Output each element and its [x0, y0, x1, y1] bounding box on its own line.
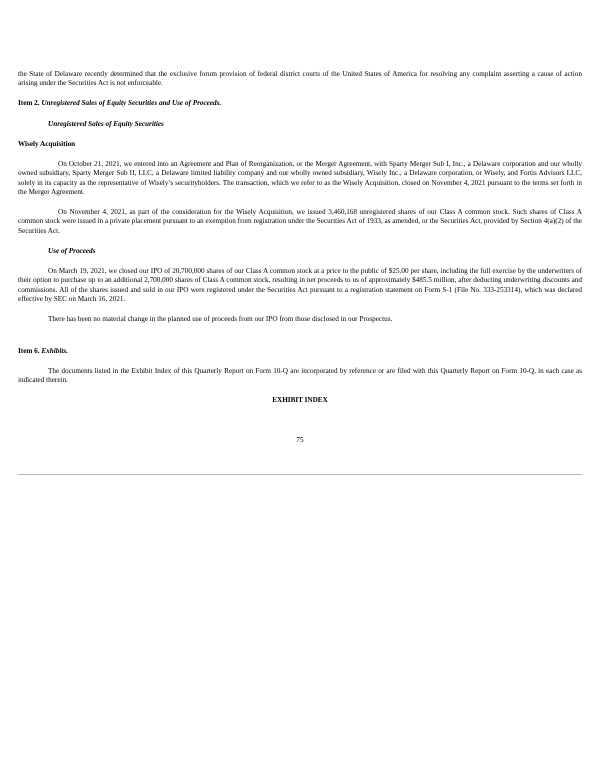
unregistered-sales-heading: Unregistered Sales of Equity Securities	[48, 120, 164, 128]
use-of-proceeds-heading: Use of Proceeds	[48, 247, 96, 255]
item6-heading	[18, 347, 582, 356]
use-of-proceeds-paragraph-2: There has been no material change in the planned use of proceeds from our IPO from those disclosed in our Prospectus.	[48, 315, 393, 323]
wisely-acquisition-heading: Wisely Acquisition	[18, 140, 76, 148]
item2-title: Unregistered Sales of Equity Securities and Use of Proceeds.	[41, 99, 222, 107]
page-divider	[18, 474, 582, 475]
intro-paragraph: the State of Delaware recently determined that the exclusive forum provision of federal district courts of the United States of America for resolving any complaint asserting a cause of action arising under the Securities Act is not enforceable.	[18, 70, 582, 88]
item6-number: Item 6.	[18, 347, 40, 355]
item6-paragraph: The documents listed in the Exhibit Index of this Quarterly Report on Form 10-Q are incorporated by reference or are filed with this Quarterly Report on Form 10-Q, in each case as indicated therein.	[18, 367, 582, 385]
item6-title: Exhibits.	[41, 347, 68, 355]
exhibit-index-heading: EXHIBIT INDEX	[272, 396, 328, 404]
item2-heading	[18, 99, 582, 108]
item2-number: Item 2.	[18, 99, 40, 107]
wisely-paragraph-2: On November 4, 2021, as part of the consideration for the Wisely Acquisition, we issued 3,460,168 unregistered shares of our Class A common stock. Such shares of Class A common stock were issued in a private placement pursuant to an exemption from registration under the Securities Act of 1933, as amended, or the Securities Act, provided by Section 4(a)(2) of the Securities Act.	[18, 208, 582, 235]
wisely-paragraph-1: On October 21, 2021, we entered into an Agreement and Plan of Reorganization, or the Merger Agreement, with Sparty Merger Sub I, Inc., a Delaware corporation and our wholly owned subsidiary, Sparty Merger Sub II, LLC, a Delaware limited liability company and our wholly owned subsidiary, Wisely Inc., a Delaware corporation, or Wisely, and Fortis Advisors LLC, solely in its capacity as the representative of Wisely’s securityholders. The transaction, which we refer to as the Wisely Acquisition, closed on November 4, 2021 pursuant to the terms set forth in the Merger Agreement.	[18, 160, 582, 197]
use-of-proceeds-paragraph-1: On March 19, 2021, we closed our IPO of 20,700,000 shares of our Class A common stock at a price to the public of $25.00 per share, including the full exercise by the underwriters of their option to purchase up to an additional 2,700,000 shares of Class A common stock, resulting in net proceeds to us of approximately $485.5 million, after deducting underwriting discounts and commissions. All of the shares issued and sold in our IPO were registered under the Securities Act pursuant to a registration statement on Form S-1 (File No. 333-253314), which was declared effective by SEC on March 16, 2021.	[18, 267, 582, 304]
page-number: 75	[296, 436, 304, 444]
